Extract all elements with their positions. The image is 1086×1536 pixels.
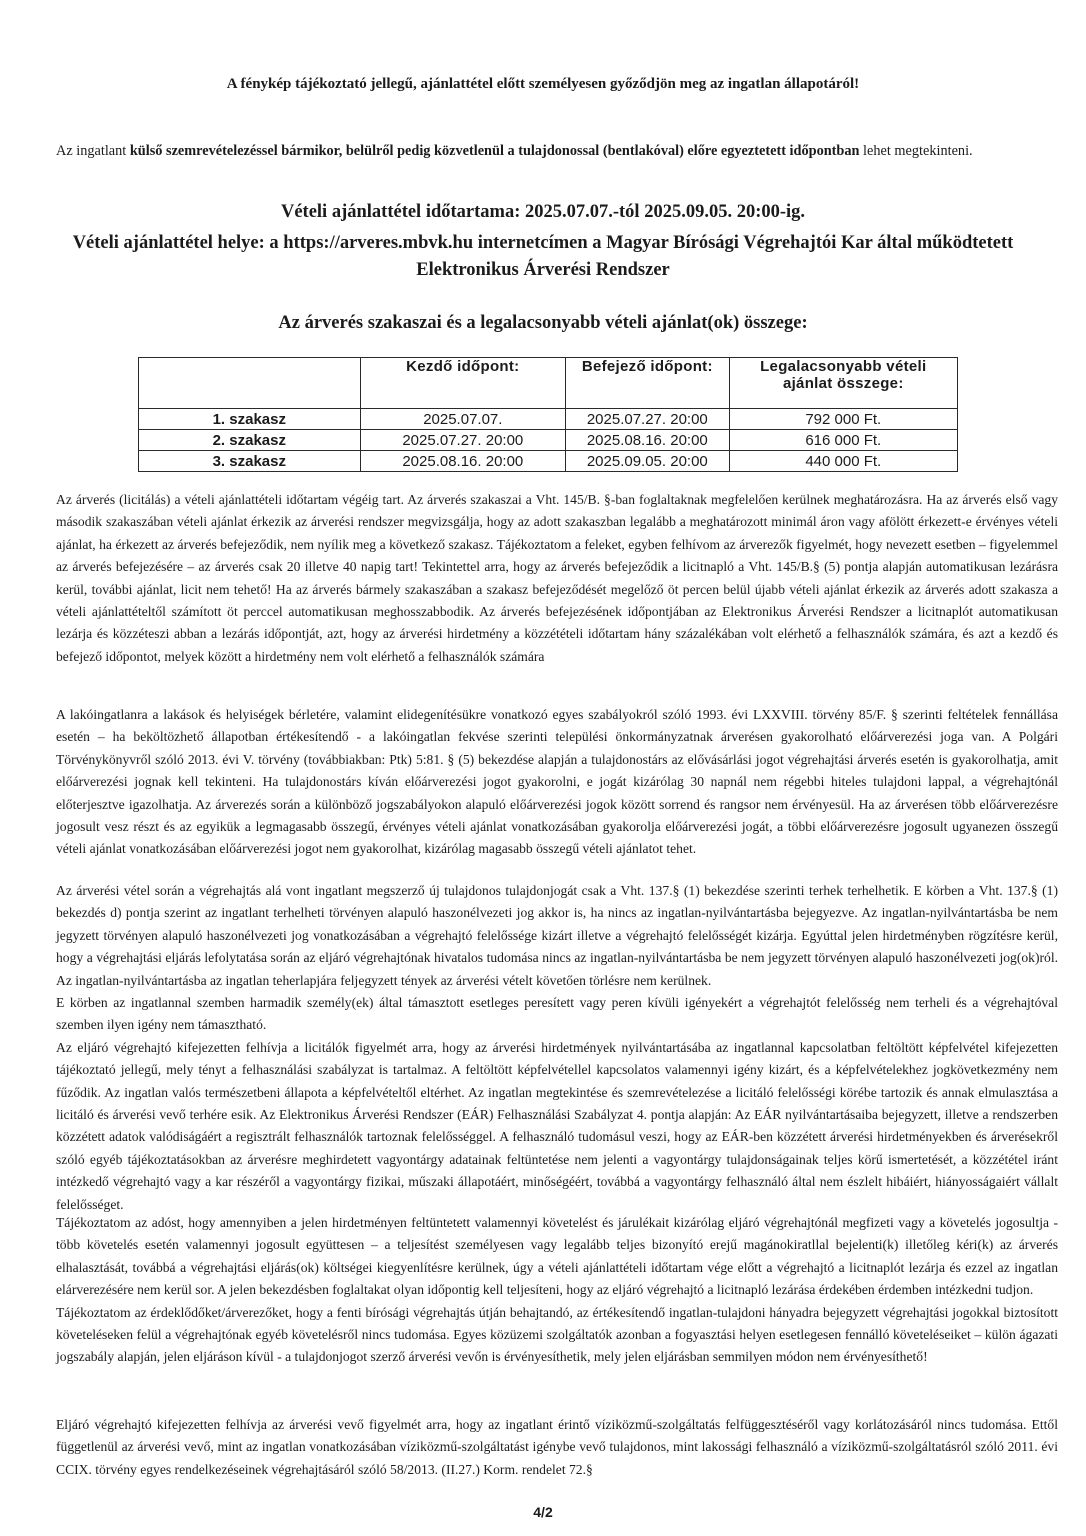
paragraph: Tájékoztatom az érdeklődőket/árverezőket, hogy a fenti bírósági végrehajtás útján behajtandó, az értékesítendő ingatlan-tulajdoni hányadra bejegyzett végrehajtási jogokkal biztosított követeléseken felül a végrehajtónak egyéb követelésről nincs tudomása. Egyes közüzemi szolgáltatók azonban a fogyasztási helyen esetlegesen fennálló követeléseiket – külön ágazati jogszabály alapján, jelen eljáráson kívül - a tulajdonjogot szerző árverési vevőn is érvényesíthetik, mely jelen eljárásban semmilyen módon nem érvényesíthető! xyxy=(56,1304,1058,1365)
viewing-info-tail: lehet megtekinteni. xyxy=(859,143,973,159)
header-cell-start: Kezdő időpont: xyxy=(360,358,565,409)
utility-paragraph xyxy=(56,1414,1058,1481)
stage-end: 2025.07.27. 20:00 xyxy=(566,409,730,430)
page-number: 4/2 xyxy=(533,1504,553,1520)
stage-end: 2025.08.16. 20:00 xyxy=(566,430,730,451)
table-row xyxy=(139,451,958,472)
stage-end: 2025.09.05. 20:00 xyxy=(566,451,730,472)
stage-start: 2025.07.27. 20:00 xyxy=(360,430,565,451)
table-header-row xyxy=(139,358,958,409)
pre-emption-paragraph xyxy=(56,704,1058,861)
stage-label: 2. szakasz xyxy=(139,430,361,451)
encumbrance-section xyxy=(56,880,1058,1216)
paragraph: Az eljáró végrehajtó kifejezetten felhívja a licitálók figyelmét arra, hogy az árverési hirdetmények nyilvántartásába az ingatlannal kapcsolatban feltöltött képfelvétel kifejezetten tájékoztató jellegű, mely tényt a felhasználási szabályzat is tartalmaz. A feltöltött képfelvétellel kapcsolatos valamennyi igény kizárt, és a képfelvételekhez jogkövetkezmény nem fűződik. Az ingatlan valós természetbeni állapota a képfelvételtől eltérhet. Az ingatlan megtekintése és szemrevételezése a licitáló felelősségi körébe tartozik és annak elmulasztása a licitáló és árverési vevő terhére esik. Az Elektronikus Árverési Rendszer (EÁR) Felhasználási Szabályzat 4. pontja alapján: Az EÁR nyilvántartásaiba bejegyzett, illetve a rendszerben közzétett adatok valódiságáért a regisztrált felhasználók tartoznak felelősséggel. A felhasználó tudomásul veszi, hogy az EÁR-ben közzétett árverési hirdetményekben és árverésekről szóló egyéb tájékoztatásokban az árverésre meghirdetett vagyontárgy adatainak feltüntetése nem jelenti a vagyontárgy tulajdonságainak teljes körű ismertetését, a közzététel iránt intézkedő végrehajtó vagy a kar részéről a vagyontárgy fizikai, műszaki állapotáért, minőségéért, továbbá a vagyontárgy felhasználó által nem észlelt hibáiért, hiányosságaiért vállalt felelősséget. xyxy=(56,1039,1058,1212)
paragraph: Eljáró végrehajtó kifejezetten felhívja az árverési vevő figyelmét arra, hogy az ingatlant érintő víziközmű-szolgáltatás felfüggesztéséről vagy korlátozásáról nincs tudomása. Ettől függetlenül az árverési vevő, mint az ingatlan vonatkozásában víziközmű-szolgáltatást igénybe vevő tulajdonos, mint lakossági felhasználó a víziközmű-szolgáltatásról szóló 2011. évi CCIX. törvény egyes rendelkezéseinek végrehajtásáról szóló 58/2013. (II.27.) Korm. rendelet 72.§ xyxy=(56,1417,1058,1477)
viewing-info-lead: Az ingatlant xyxy=(56,143,130,159)
paragraph: E körben az ingatlannal szemben harmadik személy(ek) által támasztott esetleges peresített vagy peren kívüli igényekért a végrehajtót felelősség nem terheli és a végrehajtóval szemben ilyen igény nem támasztható. xyxy=(56,995,1058,1033)
stage-label: 1. szakasz xyxy=(139,409,361,430)
header-cell-min-offer: Legalacsonyabb vételi ajánlat összege: xyxy=(729,358,957,409)
viewing-info xyxy=(56,140,1056,162)
stage-start: 2025.08.16. 20:00 xyxy=(360,451,565,472)
stage-min-offer: 616 000 Ft. xyxy=(729,430,957,451)
stage-min-offer: 440 000 Ft. xyxy=(729,451,957,472)
paragraph: Az árverés (licitálás) a vételi ajánlattételi időtartam végéig tart. Az árverés szakaszai a Vht. 145/B. §-ban foglaltaknak megfelelően kerülnek meghatározásra. Ha az árverés első vagy második szakaszában vételi ajánlat érkezik az árverési rendszer megvizsgálja, hogy az adott szakaszban legalább a meghatározott minimál áron vagy afölött érkezett-e érvényes vételi ajánlat, ha érkezett az árverés befejeződik, nem nyílik meg a következő szakasz. Tájékoztatom a feleket, egyben felhívom az árverezők figyelmét, hogy nevezett esetben – figyelemmel az árverés befejezésére – az árverés csak 20 illetve 40 napig tart! Tekintettel arra, hogy az árverés befejeződik a licitnapló a Vht. 145/B.§ (5) pontja alapján automatikusan lezárásra kerül, további ajánlat, licit nem tehető! Ha az árverés bármely szakaszában a szakasz befejeződését megelőző öt percen belül újabb vételi ajánlat érkezik az árverés adott szakasza a vételi ajánlattételtől számított öt perccel automatikusan meghosszabbodik. Az árverés befejezésének időpontjában az Elektronikus Árverési Rendszer a licitnaplót automatikusan lezárja és közzéteszi abban a lezárás időpontját, azt, hogy az árverési hirdetmény a közzétételi időtartam hány százalékában volt elérhető a felhasználók számára, és azt a kezdő és befejező időpontot, melyek között a hirdetmény nem volt elérhető a felhasználók számára xyxy=(56,492,1058,664)
header-cell-end: Befejező időpont: xyxy=(566,358,730,409)
offer-place: Vételi ajánlattétel helye: a https://arveres.mbvk.hu internetcímen a Magyar Bírósági Végrehajtói Kar által működtetett Elektronikus Árverési Rendszer xyxy=(72,233,1014,280)
photo-disclaimer: A fénykép tájékoztató jellegű, ajánlattétel előtt személyesen győződjön meg az ingatlan állapotáról! xyxy=(226,76,860,92)
stage-start: 2025.07.07. xyxy=(360,409,565,430)
stage-label: 3. szakasz xyxy=(139,451,361,472)
viewing-info-bold: külső szemrevételezéssel bármikor, belülről pedig közvetlenül a tulajdonossal (bentlakóval) előre egyeztetett időpontban xyxy=(129,143,860,159)
paragraph: A lakóingatlanra a lakások és helyiségek bérletére, valamint elidegenítésükre vonatkozó egyes szabályokról szóló 1993. évi LXXVIII. törvény 85/F. § szerinti feltételek fennállása esetén – ha beköltözhető állapotban értékesítendő - a lakóingatlan fekvése szerinti települési önkormányzatnak árverésen gyakorolható előárverezési joga van. A Polgári Törvénykönyvről szóló 2013. évi V. törvény (továbbiakban: Ptk) 5:81. § (5) bekezdése alapján a tulajdonostárs az elővásárlási jogot végrehajtási árverés esetén is gyakorolhatja, amit előárverezési jognak kell tekinteni. Ha tulajdonostárs kíván előárverezési jogot gyakorolni, e jogát kizárólag 30 napnál nem régebbi hiteles tulajdoni lappal, a végrehajtónál előterjesztve igazolhatja. Az árverezés során a különböző jogszabályokon alapuló előárverezési jogok között sorrend és rangsor nem érvényesül. Ha az árverésen több előárverezésre jogosult vesz részt és az egyikük a legmagasabb összegű, érvényes vételi ajánlat vonatkozásában gyakorolja előárverezési jogát, a többi előárverezésre jogosult ugyanezen összegű vételi ajánlat vonatkozásában előárverezési jogot nem gyakorolhat, kizárólag magasabb összegű vételi ajánlatot tehet. xyxy=(56,707,1058,857)
paragraph: Az árverési vétel során a végrehajtás alá vont ingatlant megszerző új tulajdonos tulajdonjogát csak a Vht. 137.§ (1) bekezdése szerinti terhek terhelhetik. E körben a Vht. 137.§ (1) bekezdés d) pontja szerint az ingatlant terhelheti törvényen alapuló haszonélvezeti jog akkor is, ha nincs az ingatlan-nyilvántartásba bejegyezve. Az ingatlan-nyilvántartásba be nem jegyzett törvényen alapuló haszonélvezeti jog vonatkozásában a végrehajtó felelőssége kizárt illetve a végrehajtó felelősségét kizárja. Egyúttal jelen hirdetményben rögzítésre kerül, hogy a végrehajtási eljárás lefolytatása során az eljáró végrehajtónak hivatalos tudomása nincs az ingatlan-nyilvántartásba be nem jegyzett törvényen alapuló haszonélvezeti jog(ok)ról. Az ingatlan-nyilvántartásba az ingatlan teherlapjára feljegyzett tények az árverési vételt követően törlésre nem kerülnek. xyxy=(56,883,1058,988)
debtor-info-section xyxy=(56,1212,1058,1369)
stages-heading: Az árverés szakaszai és a legalacsonyabb vételi ajánlat(ok) összege: xyxy=(278,313,808,333)
header-cell-stage xyxy=(139,358,361,409)
auction-stages-table xyxy=(138,357,958,472)
table-row xyxy=(139,430,958,451)
paragraph: Tájékoztatom az adóst, hogy amennyiben a jelen hirdetményen feltüntetett valamennyi követelést és járulékait kizárólag eljáró végrehajtónál megfizeti vagy a követelés jogosultja - több követelés esetén valamennyi jogosult együttesen – a teljesítést személyesen vagy legalább teljes bizonyító erejű magánokiratllal bejelenti(k) illetőleg kéri(k) az árverés elhalasztását, továbbá a végrehajtási eljárás(ok) költségei kiegyenlítésre kerülnek, úgy a vételi ajánlattételi időtartam vége előtt a végrehajtó a licitnaplót lezárja és ezzel az ingatlan elárverezésére nem kerül sor. A jelen bekezdésben foglaltakat olyan időpontig kell teljesíteni, hogy az eljáró végrehajtó a licitnapló lezárása érdekében érdemben intézkedni tudjon. xyxy=(56,1215,1058,1298)
offer-period: Vételi ajánlattétel időtartama: 2025.07.07.-tól 2025.09.05. 20:00-ig. xyxy=(280,202,806,222)
table-row xyxy=(139,409,958,430)
auction-duration-paragraph xyxy=(56,489,1058,668)
stage-min-offer: 792 000 Ft. xyxy=(729,409,957,430)
